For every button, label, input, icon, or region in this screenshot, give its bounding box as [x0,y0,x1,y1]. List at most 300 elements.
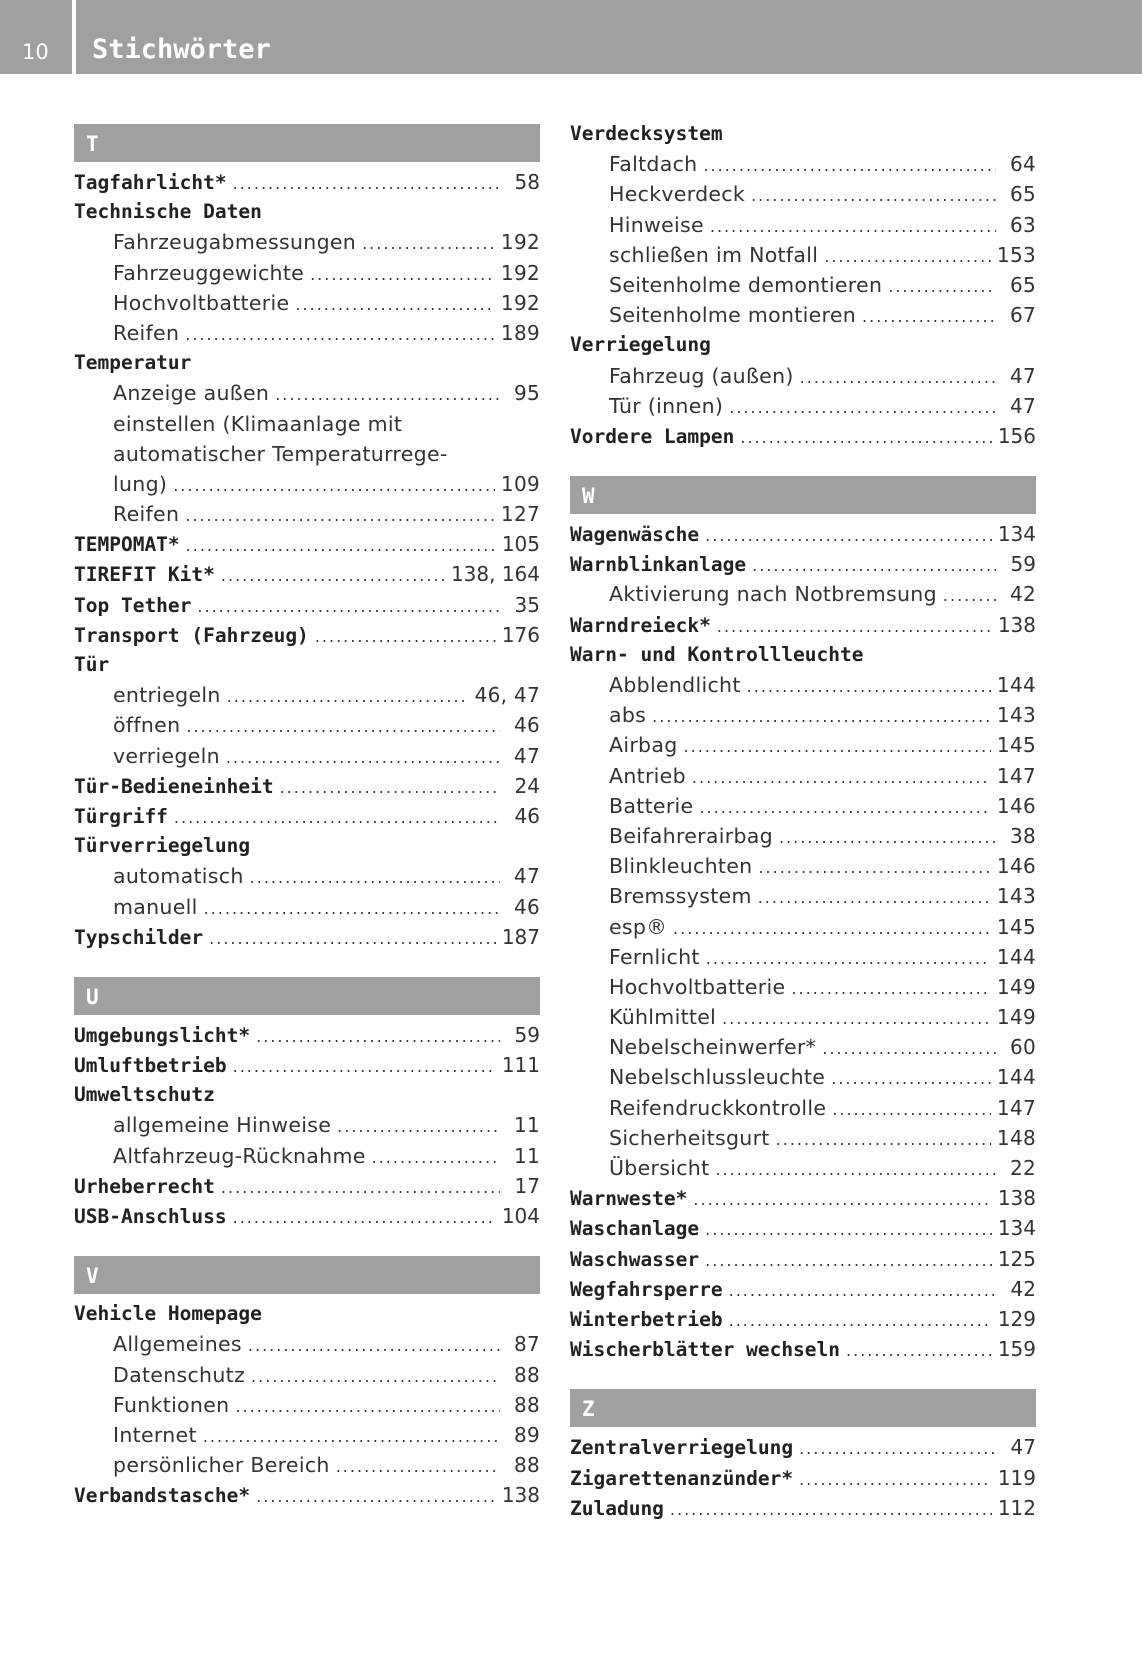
entry-label: Abblendlicht [609,673,741,697]
index-entry[interactable] [74,1204,540,1234]
entry-label: Fernlicht [609,944,700,969]
entry-page-number: 156 [997,423,1036,448]
entry-page-number: 46, 47 [474,683,540,708]
entry-label: Typschilder [74,925,204,949]
entry-label: Verdecksystem [570,122,723,145]
entry-label: abs [609,703,647,728]
entry-label: Urheberrecht [74,1174,215,1198]
index-entry[interactable] [570,522,1036,552]
entry-page-number: 146 [996,854,1036,879]
entry-label: Tagfahrlicht* [74,171,227,194]
dot-leader [758,888,991,907]
dot-leader [693,1190,991,1209]
dot-leader [256,1487,496,1506]
entry-label: Zentralverriegelung [570,1436,794,1460]
entry-label: Verriegelung [570,333,711,357]
index-entry[interactable] [570,643,1036,673]
index-subentry[interactable] [74,744,540,774]
index-subentry[interactable] [570,303,1036,333]
dot-leader [233,174,500,193]
dot-leader [831,1069,991,1088]
section-header-t [74,124,540,162]
dot-leader [799,1470,992,1489]
entry-label: Umweltschutz [74,1083,215,1107]
entry-page-number: 63 [1009,212,1036,237]
entry-page-number: 42 [1010,1276,1036,1301]
dot-leader [203,1427,500,1446]
index-entry[interactable] [570,1307,1036,1337]
entry-page-number: 176 [501,622,540,647]
index-subentry[interactable] [74,412,540,442]
entry-label: Fahrzeuggewichte [113,260,305,285]
entry-label: Vordere Lampen [570,424,735,448]
entry-label: Reifen [113,502,180,527]
dot-leader [722,1009,991,1028]
entry-page-number: 95 [513,381,540,406]
entry-label: Anzeige außen [113,381,270,406]
entry-label: schließen im Notfall [609,242,819,267]
index-entry[interactable] [570,613,1036,643]
index-entry[interactable] [74,351,540,381]
dot-leader [832,1100,991,1119]
entry-label: Top Tether [74,593,192,617]
entry-label: Allgemeines [113,1332,242,1357]
section-letter: Z [582,1397,595,1422]
entry-label: automatischer Temperaturrege- [113,441,448,466]
entry-label: Tür (innen) [609,393,724,418]
entry-page-number: 89 [513,1422,540,1447]
entry-label: Winterbetrieb [570,1307,723,1331]
entry-label: Blinkleuchten [609,854,753,879]
entry-label: Verbandstasche* [74,1484,251,1508]
index-entry[interactable] [74,925,540,955]
entry-label: Warnweste* [570,1187,688,1211]
index-subentry[interactable] [74,442,540,472]
index-subentry[interactable] [570,182,1036,212]
entry-page-number: 38 [1009,823,1036,848]
dot-leader [280,778,500,797]
index-entry[interactable] [74,593,540,623]
entry-label: Batterie [609,793,694,818]
index-subentry[interactable] [570,243,1036,273]
section-letter: W [582,484,595,509]
dot-leader [715,1160,996,1179]
entry-page-number: 22 [1009,1156,1036,1180]
entry-label: Nebelscheinwerfer* [609,1035,817,1060]
entry-page-number: 65 [1009,272,1036,297]
dot-leader [233,1208,496,1227]
dot-leader [173,476,495,495]
index-subentry[interactable] [74,502,540,532]
index-subentry[interactable] [570,733,1036,763]
entry-page-number: 138 [997,612,1036,637]
entry-page-number: 187 [501,924,540,949]
index-subentry[interactable] [570,884,1036,914]
entry-label: Faltdach [609,152,698,177]
index-entry[interactable] [74,562,540,592]
dot-leader [235,1397,500,1416]
section-letter: T [86,132,99,156]
dot-leader [729,1281,996,1300]
dot-leader [256,1027,500,1046]
entry-label: öffnen [113,713,181,738]
section-letter: U [86,984,99,1009]
entry-page-number: 192 [500,290,540,315]
entry-label: Wegfahrsperre [570,1277,723,1301]
index-subentry[interactable] [570,152,1036,182]
index-entry[interactable] [570,1435,1036,1465]
entry-label: Sicherheitsgurt [609,1125,770,1150]
entry-page-number: 59 [1010,552,1036,577]
entry-page-number: 46 [513,894,540,919]
entry-label: Beifahrerairbag [609,823,773,848]
entry-label: Hochvoltbatterie [113,290,290,315]
index-entry[interactable] [570,552,1036,582]
entry-page-number: 11 [513,1143,540,1168]
dot-leader [673,919,991,938]
index-subentry[interactable] [570,1065,1036,1095]
index-subentry[interactable] [74,1332,540,1362]
entry-label: Temperatur [74,351,192,375]
dot-leader [652,707,991,726]
entry-page-number: 88 [513,1362,540,1387]
dot-leader [692,768,991,787]
index-entry[interactable] [74,653,540,683]
entry-label: Nebelschlussleuchte [609,1065,826,1090]
dot-leader [710,217,996,236]
index-subentry[interactable] [570,915,1036,945]
entry-label: persönlicher Bereich [113,1453,330,1478]
index-subentry[interactable] [570,1096,1036,1126]
page-title: Stichwörter [92,34,271,65]
index-subentry[interactable] [570,1126,1036,1156]
entry-page-number: 47 [513,743,540,768]
entry-label: lung) [113,471,168,496]
section-header-w [570,476,1036,514]
entry-label: Waschwasser [570,1247,700,1271]
entry-page-number: 47 [1009,393,1036,418]
entry-label: Wagenwäsche [570,523,700,547]
entry-page-number: 111 [501,1053,540,1078]
entry-label: Vehicle Homepage [74,1302,262,1326]
entry-page-number: 129 [997,1306,1036,1331]
entry-page-number: 159 [997,1337,1036,1362]
index-subentry[interactable] [74,472,540,502]
index-column-right [570,122,1036,1526]
dot-leader [791,979,990,998]
index-entry[interactable] [74,1083,540,1113]
entry-label: einstellen (Klimaanlage mit [113,411,403,436]
dot-leader [209,929,496,948]
index-subentry[interactable] [74,321,540,351]
index-subentry[interactable] [74,1113,540,1143]
index-subentry[interactable] [74,1393,540,1423]
index-subentry[interactable] [74,381,540,411]
entry-page-number: 143 [996,703,1036,728]
index-entry[interactable] [74,623,540,653]
entry-page-number: 138 [501,1483,540,1508]
section-header-v [74,1256,540,1294]
dot-leader [888,277,996,296]
entry-page-number: 47 [1009,363,1036,388]
dot-leader [705,1251,992,1270]
entry-page-number: 60 [1009,1035,1036,1060]
index-column-left [74,124,540,1514]
index-entry[interactable] [570,1186,1036,1216]
dot-leader [706,949,991,968]
index-subentry[interactable] [74,261,540,291]
entry-label: automatisch [113,864,244,889]
dot-leader [799,1439,996,1458]
index-entry[interactable] [570,1337,1036,1367]
dot-leader [776,1130,991,1149]
entry-page-number: 153 [996,242,1036,267]
index-subentry[interactable] [74,895,540,925]
entry-page-number: 189 [500,320,540,345]
index-subentry[interactable] [74,291,540,321]
dot-leader [699,798,990,817]
index-entry[interactable] [570,1466,1036,1496]
index-subentry[interactable] [570,273,1036,303]
index-entry[interactable] [74,532,540,562]
index-entry[interactable] [74,804,540,834]
dot-leader [846,1341,992,1360]
dot-leader [862,307,996,326]
entry-label: Zuladung [570,1496,664,1520]
dot-leader [337,1117,500,1136]
entry-label: Übersicht [609,1156,710,1180]
entry-label: USB-Anschluss [74,1205,227,1228]
dot-leader [227,687,469,706]
entry-label: Funktionen [113,1392,230,1417]
entry-page-number: 35 [514,592,540,617]
entry-label: Hinweise [609,212,704,237]
index-subentry[interactable] [570,213,1036,243]
index-subentry[interactable] [570,364,1036,394]
dot-leader [751,186,996,205]
dot-leader [705,1220,992,1239]
index-subentry[interactable] [74,1363,540,1393]
entry-page-number: 147 [996,1095,1036,1120]
dot-leader [684,737,991,756]
entry-page-number: 58 [514,170,540,194]
entry-page-number: 125 [997,1246,1036,1271]
entry-page-number: 138 [997,1186,1036,1211]
index-subentry[interactable] [570,854,1036,884]
index-subentry[interactable] [74,713,540,743]
entry-label: Umgebungslicht* [74,1023,251,1047]
entry-label: Heckverdeck [609,182,746,207]
entry-label: Waschanlage [570,1217,700,1241]
entry-label: Tür [74,653,110,676]
index-entry[interactable] [570,122,1036,152]
dot-leader [729,398,996,417]
entry-label: Antrieb [609,763,686,788]
entry-label: Umluftbetrieb [74,1054,227,1078]
dot-leader [186,536,496,555]
entry-page-number: 24 [514,773,540,798]
index-entry[interactable] [74,1174,540,1204]
index-entry[interactable] [74,774,540,804]
index-subentry[interactable] [74,683,540,713]
entry-label: Fahrzeug (außen) [609,363,794,388]
index-subentry[interactable] [570,1005,1036,1035]
dot-leader [275,385,500,404]
entry-page-number: 67 [1009,303,1036,328]
entry-page-number: 59 [514,1022,540,1047]
entry-label: Türgriff [74,804,168,828]
dot-leader [233,1057,496,1076]
entry-label: Warn- und Kontrollleuchte [570,642,864,666]
entry-label: allgemeine Hinweise [113,1113,332,1138]
dot-leader [336,1457,500,1476]
entry-page-number: 143 [996,884,1036,909]
entry-page-number: 144 [996,673,1036,697]
index-entry[interactable] [74,1483,540,1513]
dot-leader [752,556,996,575]
index-subentry[interactable] [570,1035,1036,1065]
index-entry[interactable] [74,1023,540,1053]
section-letter: V [86,1264,99,1289]
entry-page-number: 147 [996,763,1036,788]
entry-page-number: 146 [996,793,1036,818]
entry-page-number: 145 [996,914,1036,939]
entry-page-number: 88 [513,1392,540,1417]
dot-leader [185,506,495,525]
index-subentry[interactable] [74,864,540,894]
index-entry[interactable] [570,1496,1036,1526]
index-subentry[interactable] [570,945,1036,975]
index-subentry[interactable] [74,230,540,260]
entry-label: Internet [113,1422,197,1447]
entry-page-number: 134 [997,1216,1036,1241]
entry-label: Technische Daten [74,200,262,224]
dot-leader [717,617,992,636]
index-entry[interactable] [570,1277,1036,1307]
entry-page-number: 134 [997,522,1036,547]
index-entry[interactable] [570,1247,1036,1277]
index-subentry[interactable] [570,975,1036,1005]
dot-leader [248,1336,500,1355]
dot-leader [226,748,500,767]
entry-label: verriegeln [113,743,220,768]
entry-page-number: 47 [1010,1435,1036,1460]
index-entry[interactable] [74,200,540,230]
entry-page-number: 149 [996,1005,1036,1030]
entry-label: Zigarettenanzünder* [570,1466,794,1490]
entry-label: Altfahrzeug-Rücknahme [113,1143,366,1168]
page-header-bar [0,0,1142,74]
section-header-u [74,977,540,1015]
header-divider [72,0,76,74]
index-entry[interactable] [74,1302,540,1332]
entry-page-number: 149 [996,974,1036,999]
entry-page-number: 119 [997,1465,1036,1490]
entry-page-number: 192 [500,230,540,255]
entry-page-number: 88 [513,1453,540,1478]
dot-leader [670,1500,992,1519]
entry-label: Fahrzeugabmessungen [113,230,357,255]
index-subentry[interactable] [570,394,1036,424]
index-subentry[interactable] [570,673,1036,703]
entry-page-number: 112 [997,1495,1036,1520]
entry-label: Warndreieck* [570,613,711,637]
entry-page-number: 105 [501,532,540,557]
entry-label: Reifen [113,320,180,345]
dot-leader [779,828,996,847]
index-entry[interactable] [570,1216,1036,1246]
index-subentry[interactable] [74,1423,540,1453]
index-entry[interactable] [74,170,540,200]
dot-leader [822,1039,996,1058]
entry-page-number: 64 [1009,152,1036,177]
entry-page-number: 42 [1009,582,1036,607]
index-subentry[interactable] [570,764,1036,794]
entry-page-number: 47 [513,864,540,889]
entry-page-number: 144 [996,944,1036,969]
entry-page-number: 144 [996,1065,1036,1090]
index-subentry[interactable] [570,1156,1036,1186]
index-entry[interactable] [74,834,540,864]
entry-label: Airbag [609,733,678,758]
dot-leader [185,325,495,344]
entry-label: Transport (Fahrzeug) [74,623,309,647]
entry-page-number: 11 [513,1113,540,1138]
entry-label: esp® [609,914,668,939]
index-entry[interactable] [570,424,1036,454]
index-subentry[interactable] [570,794,1036,824]
entry-page-number: 87 [513,1332,540,1357]
dot-leader [295,295,494,314]
index-entry[interactable] [570,333,1036,363]
dot-leader [197,597,500,616]
index-subentry[interactable] [570,703,1036,733]
index-subentry[interactable] [570,582,1036,612]
entry-label: Reifendruckkontrolle [609,1095,827,1120]
entry-page-number: 138, 164 [450,562,540,587]
dot-leader [740,428,991,447]
dot-leader [747,677,991,696]
entry-page-number: 192 [500,260,540,285]
entry-page-number: 109 [500,471,540,496]
entry-page-number: 46 [514,803,540,828]
entry-label: Warnblinkanlage [570,553,747,577]
entry-label: manuell [113,894,198,919]
dot-leader [251,1367,500,1386]
entry-label: Wischerblätter wechseln [570,1338,841,1362]
dot-leader [758,858,990,877]
entry-label: Seitenholme demontieren [609,272,883,297]
dot-leader [174,808,500,827]
dot-leader [943,586,996,605]
entry-page-number: 127 [500,502,540,527]
dot-leader [315,627,496,646]
entry-label: Seitenholme montieren [609,303,857,328]
index-entry[interactable] [74,1053,540,1083]
dot-leader [310,265,495,284]
dot-leader [703,156,996,175]
entry-label: Datenschutz [113,1362,246,1387]
dot-leader [372,1148,500,1167]
entry-label: Tür-Bedieneinheit [74,774,274,798]
index-subentry[interactable] [74,1453,540,1483]
index-subentry[interactable] [74,1144,540,1174]
index-subentry[interactable] [570,824,1036,854]
entry-label: Kühlmittel [609,1005,717,1030]
entry-page-number: 46 [513,713,540,738]
dot-leader [250,868,500,887]
entry-label: TEMPOMAT* [74,533,180,557]
